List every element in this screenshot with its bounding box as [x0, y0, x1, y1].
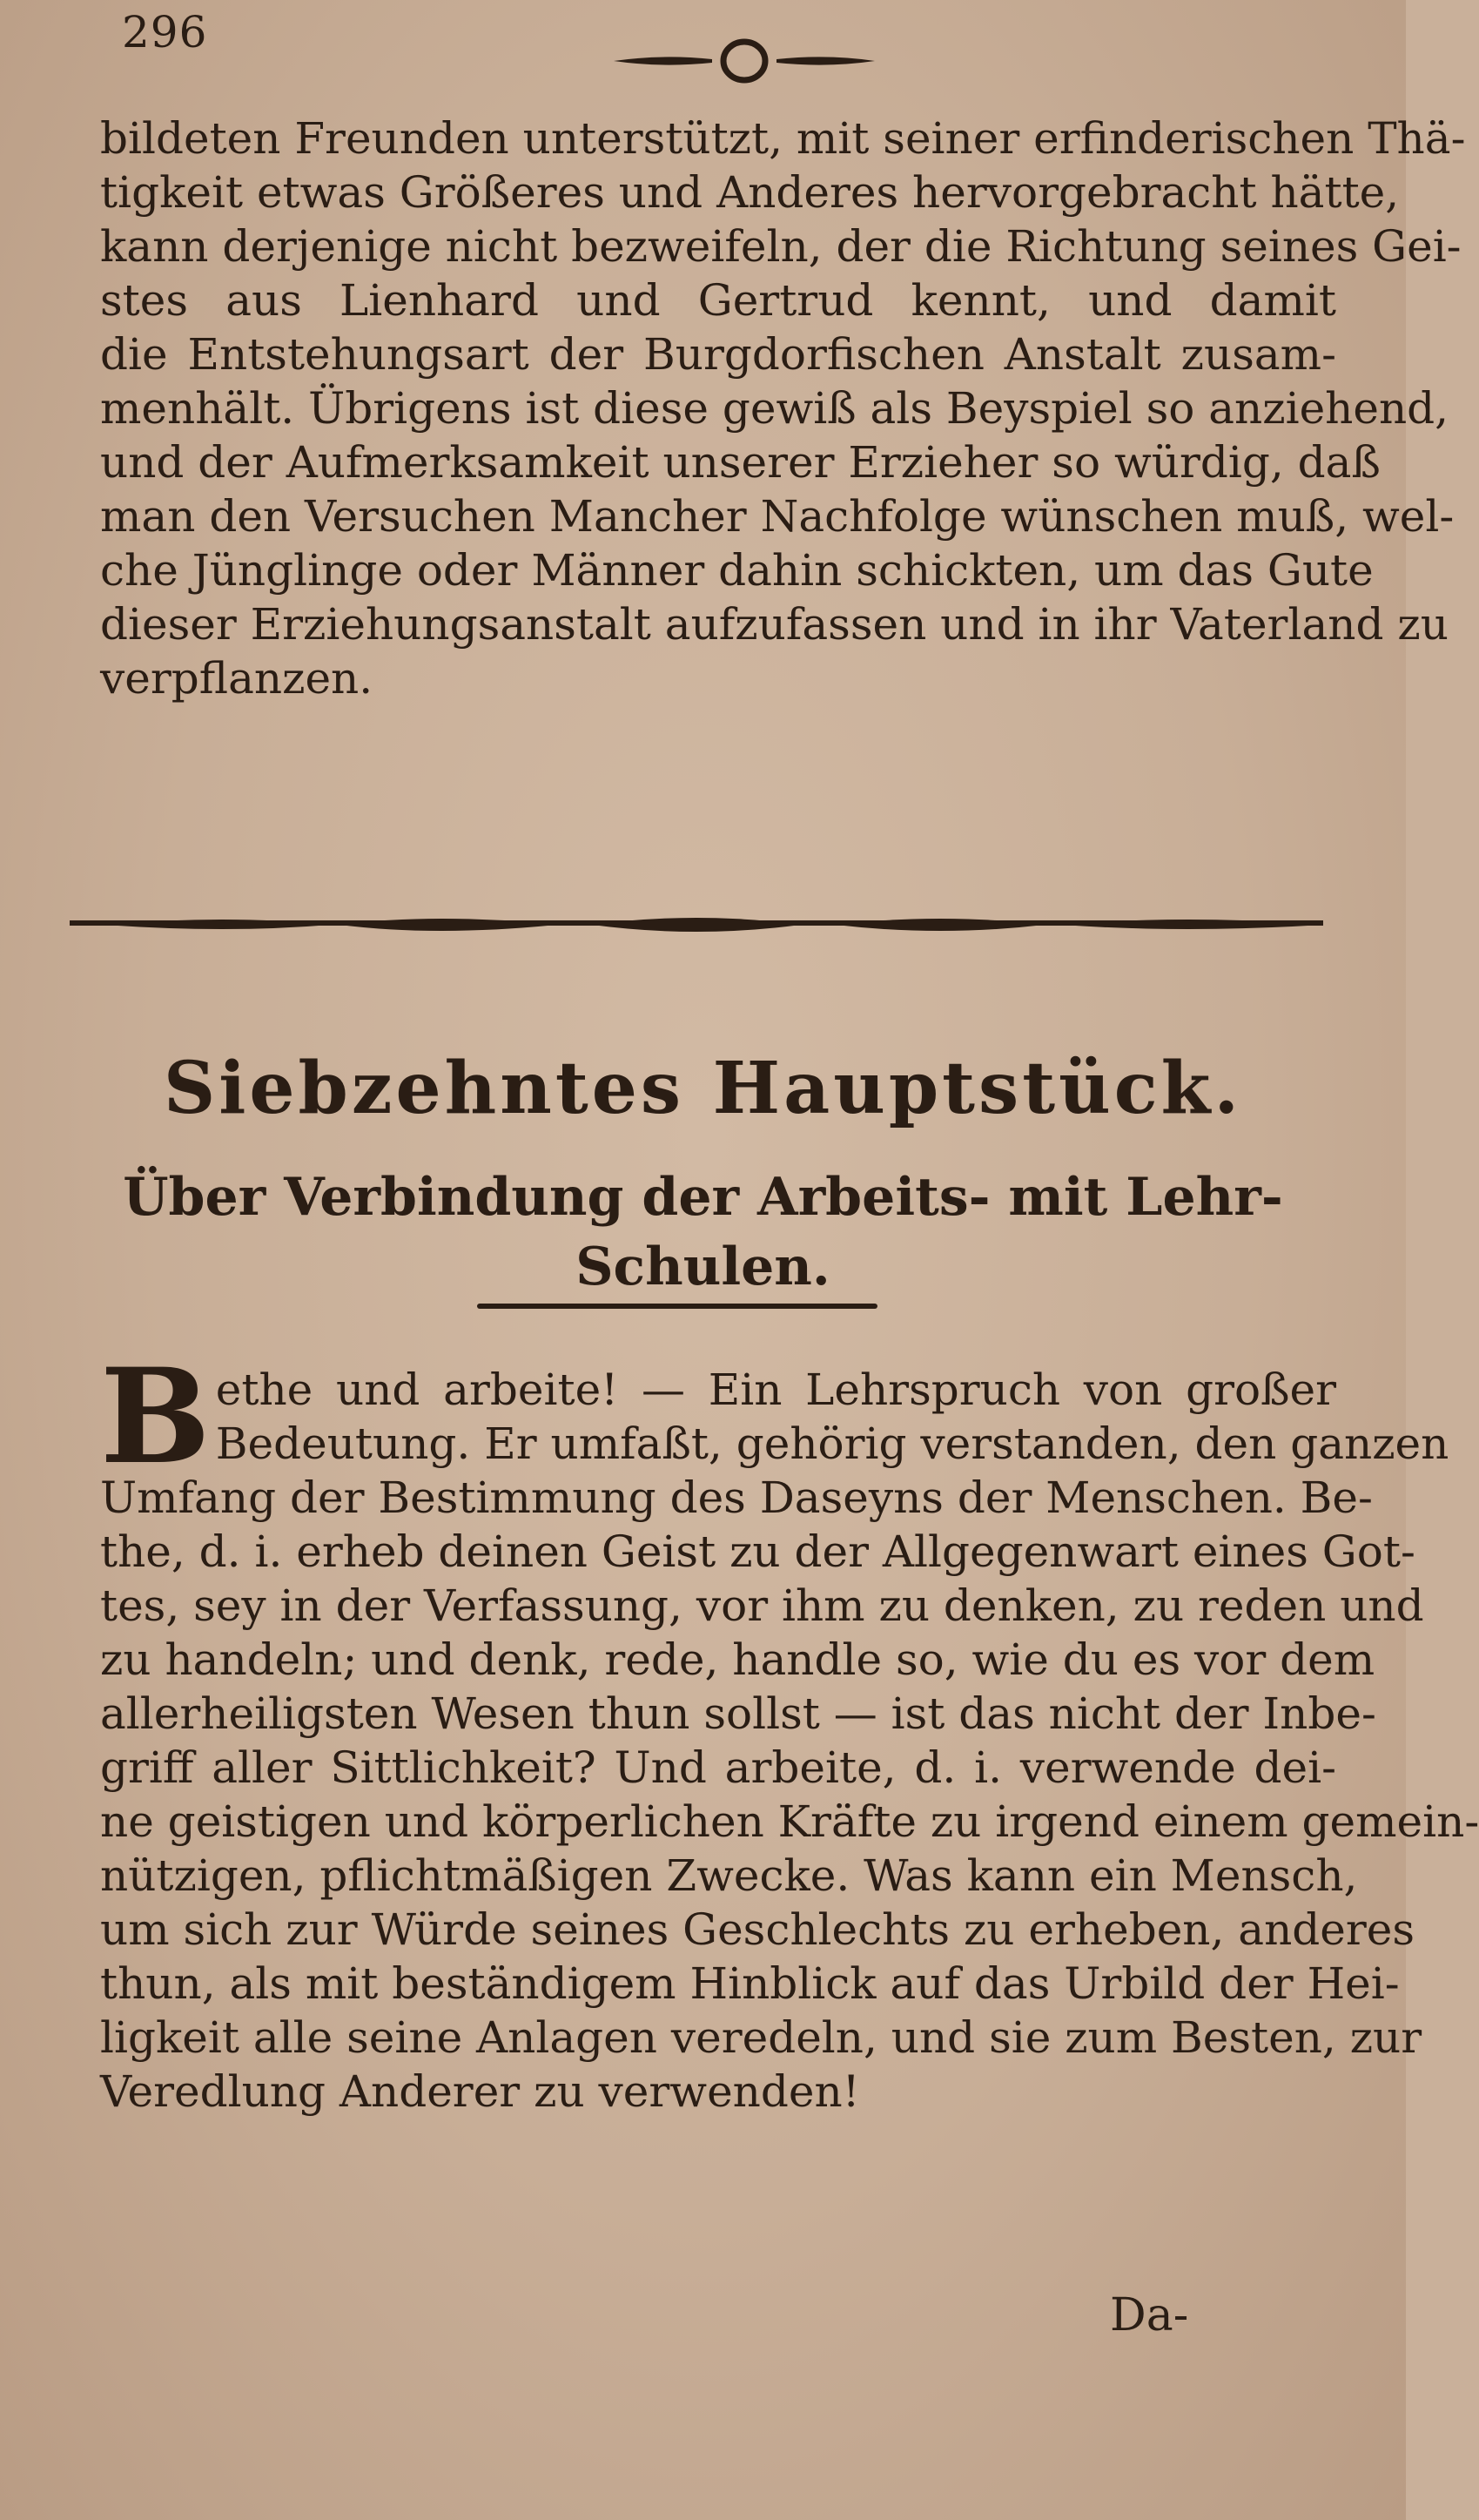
text-line: ne geistigen und körperlichen Kräfte zu irgend einem gemein- [100, 1796, 1479, 1847]
header-ornament [609, 35, 879, 87]
top-paragraph [100, 111, 1466, 705]
divider-ornament [70, 890, 1323, 960]
text-line: die Entstehungsart der Burgdorfischen Anstalt zusam- [100, 329, 1336, 380]
text-line: zu handeln; und denk, rede, handle so, wie du es vor dem [100, 1634, 1375, 1685]
text-line: Umfang der Bestimmung des Daseyns der Menschen. Be- [100, 1472, 1373, 1523]
text-line: the, d. i. erheb deinen Geist zu der Allgegenwart eines Got- [100, 1526, 1415, 1577]
text-line: ligkeit alle seine Anlagen veredeln, und sie zum Besten, zur [100, 2012, 1422, 2063]
page-number: 296 [122, 7, 208, 57]
text-line: stes aus Lienhard und Gertrud kennt, und damit [100, 275, 1336, 326]
text-line: bildeten Freunden unterstützt, mit seiner erfinderischen Thä- [100, 113, 1466, 164]
text-line: tes, sey in der Verfassung, vor ihm zu denken, zu reden und [100, 1580, 1424, 1631]
text-line: man den Versuchen Mancher Nachfolge wünschen muß, wel- [100, 491, 1455, 542]
text-line: griff aller Sittlichkeit? Und arbeite, d. i. verwende dei- [100, 1742, 1336, 1793]
catchword: Da- [1110, 2289, 1189, 2341]
text-line: Veredlung Anderer zu verwenden! [100, 2066, 860, 2117]
drop-cap: B [100, 1340, 211, 1493]
chapter-subtitle: Über Verbindung der Arbeits- mit Lehr-Schulen. [123, 1167, 1283, 1297]
body-paragraph [100, 1340, 1479, 2119]
text-line: dieser Erziehungsanstalt aufzufassen und in ihr Vaterland zu [100, 599, 1449, 650]
text-line: ethe und arbeite! — Ein Lehrspruch von großer [215, 1364, 1336, 1415]
text-line: allerheiligsten Wesen thun sollst — ist das nicht der Inbe- [100, 1688, 1376, 1739]
text-line: tigkeit etwas Größeres und Anderes hervorgebracht hätte, [100, 167, 1400, 218]
text-line: kann derjenige nicht bezweifeln, der die Richtung seines Gei- [100, 221, 1462, 272]
text-line: thun, als mit beständigem Hinblick auf das Urbild der Hei- [100, 1958, 1400, 2009]
text-line: verpflanzen. [100, 653, 373, 704]
text-line: nützigen, pflichtmäßigen Zwecke. Was kann ein Mensch, [100, 1850, 1358, 1901]
text-line: Bedeutung. Er umfaßt, gehörig verstanden, den ganzen [215, 1418, 1449, 1469]
text-line: um sich zur Würde seines Geschlechts zu erheben, anderes [100, 1904, 1415, 1955]
text-line: menhält. Übrigens ist diese gewiß als Beyspiel so anziehend, [100, 383, 1449, 434]
chapter-heading: Siebzehntes Hauptstück. [164, 1047, 1242, 1130]
section-rule [477, 1304, 877, 1309]
text-line: che Jünglinge oder Männer dahin schickten, um das Gute [100, 545, 1374, 596]
text-line: und der Aufmerksamkeit unserer Erzieher so würdig, daß [100, 437, 1381, 488]
